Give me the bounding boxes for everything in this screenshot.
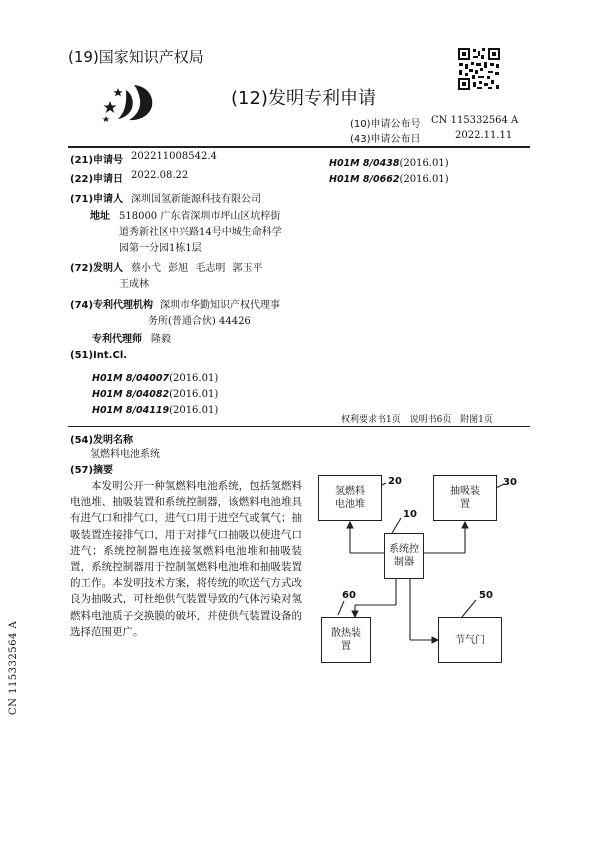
- header-divider: [68, 146, 530, 148]
- intcl-date: (2016.01): [169, 373, 219, 384]
- qr-code-icon: [457, 47, 501, 91]
- filing-date-label: (22)申请日: [70, 174, 124, 185]
- filing-date: 2022.08.22: [131, 170, 189, 181]
- inventors-line: 蔡小弋 彭旭 毛志明 郭玉平: [131, 263, 263, 274]
- address-line: 518000 广东省深圳市坪山区坑梓街: [119, 211, 281, 222]
- applicant-label: (71)申请人: [70, 194, 124, 205]
- application-number: 202211008542.4: [131, 151, 217, 162]
- inventors-line: 王成林: [119, 279, 149, 290]
- intcl-code: H01M 8/04082: [92, 389, 170, 400]
- intcl-code: H01M 8/04007: [92, 373, 170, 384]
- ipc-code: H01M 8/0662: [329, 174, 400, 185]
- stack-ref-number: 20: [388, 476, 402, 487]
- suction-ref-number: 30: [503, 477, 517, 488]
- throttle-box: [438, 617, 502, 663]
- cooler-ref-number: 60: [342, 590, 356, 601]
- throttle-label: 节气门: [455, 634, 485, 646]
- agency-line: 深圳市华勤知识产权代理事: [160, 300, 280, 311]
- abstract-label: (57)摘要: [70, 465, 114, 476]
- office-name: (19)国家知识产权局: [68, 48, 204, 66]
- address-line: 园第一分园1栋1层: [119, 243, 202, 254]
- invention-name-label: (54)发明名称: [70, 435, 134, 446]
- intcl-date: (2016.01): [169, 389, 219, 400]
- inventor-label: (72)发明人: [70, 263, 124, 274]
- controller-ref-number: 10: [403, 509, 417, 520]
- suction-device-box: [433, 475, 497, 521]
- address-label: 地址: [90, 211, 110, 222]
- publication-date: 2022.11.11: [455, 130, 513, 141]
- publication-number: CN 115332564 A: [431, 115, 519, 126]
- ipc-date: (2016.01): [399, 174, 449, 185]
- intcl-code: H01M 8/04119: [92, 405, 170, 416]
- system-controller-box: [384, 533, 424, 579]
- agent-label: 专利代理师: [92, 334, 142, 345]
- invention-name: 氢燃料电池系统: [90, 449, 160, 460]
- ipc-date: (2016.01): [399, 158, 449, 169]
- cooling-device-label: 散热装 置: [331, 628, 361, 652]
- throttle-ref-number: 50: [479, 590, 493, 601]
- ipc-item: [329, 167, 449, 186]
- page-counts: 权利要求书1页 说明书6页 附图1页: [341, 415, 493, 425]
- intcl-date: (2016.01): [169, 405, 219, 416]
- side-publication-number: CN 115332564 A: [8, 620, 19, 715]
- intcl-label: (51)Int.Cl.: [70, 350, 128, 361]
- system-controller-label: 系统控 制器: [389, 544, 419, 568]
- applicant: 深圳国氢新能源科技有限公司: [131, 194, 261, 205]
- cnipa-logo-icon: [100, 82, 158, 122]
- agent: 隆毅: [151, 334, 171, 345]
- biblio-divider: [68, 426, 530, 427]
- publication-number-label: (10)申请公布号: [350, 119, 421, 130]
- ipc-code: H01M 8/0438: [329, 158, 400, 169]
- suction-device-label: 抽吸装 置: [450, 486, 480, 510]
- document-type: (12)发明专利申请: [231, 88, 376, 109]
- fuel-cell-stack-label: 氢燃料 电池堆: [335, 486, 365, 510]
- application-number-label: (21)申请号: [70, 155, 124, 166]
- abstract-text: 本发明公开一种氢燃料电池系统，包括氢燃料电池堆、抽吸装置和系统控制器，该燃料电池堆具有进气口和排气口，进气口用于进空气或氧气；抽吸装置连接排气口，用于对排气口抽吸以使进气口进气；系统控制器电连接氢燃料电池堆和抽吸装置，系统控制器用于控制氢燃料电池堆和抽吸装置的工作。本发明技术方案，将传统的吹送气方式改良为抽吸式，可杜绝供气装置导致的气体污染对氢燃料电池质子交换膜的破坏，并使供气装置设备的选择范围更广。: [70, 480, 302, 638]
- agency-label: (74)专利代理机构: [70, 300, 154, 311]
- fuel-cell-stack-box: [318, 475, 382, 521]
- intcl-item: [92, 398, 218, 417]
- publication-date-label: (43)申请公布日: [350, 134, 421, 145]
- cooling-device-box: [321, 617, 371, 663]
- agency-line: 务所(普通合伙) 44426: [148, 316, 251, 327]
- address-line: 道秀新社区中兴路14号中城生命科学: [119, 227, 282, 238]
